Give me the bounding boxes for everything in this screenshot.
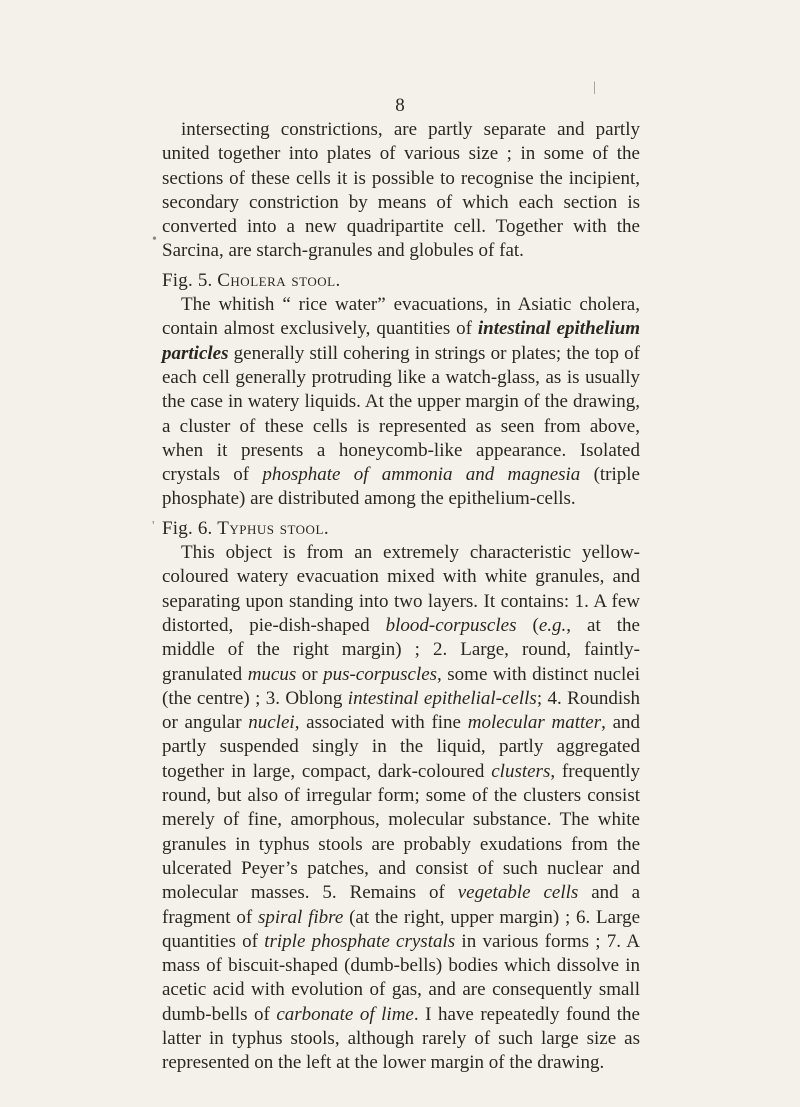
margin-mark: | (593, 80, 596, 95)
text-run: generally still cohering in strings or plates; the top of each cell generally protruding like a watch-glass, as is usually the case in watery liquids. At the upper margin of the drawing, a cluster of these cells is represented as seen from above, when it presents a honeycomb-like appearance. Isolated crystals of (162, 342, 640, 486)
emphasis-run: triple phosphate crystals (264, 930, 456, 952)
emphasis-run: intestinal epithelium particles (162, 318, 640, 364)
text-run: , some with distinct nuclei (the centre) ; 3. Oblong (162, 663, 641, 709)
text-run: intersecting constrictions, are partly separate and partly united together into plates of various size ; in some of the sections of these cells it is possible to recognise the incipient, secondary constriction by means of which each section is converted into a new quadripartite cell. Together with the Sarcina, are starch-granules and globules of fat. (162, 119, 640, 262)
body-paragraph (162, 293, 640, 512)
text-run: in various forms ; 7. A mass of biscuit-shaped (dumb-bells) bodies which dissolve in acetic acid with evolution of gas, and are consequently small dumb-bells of (162, 930, 640, 1025)
body-paragraph (162, 541, 640, 1076)
emphasis-run: pus-corpuscles (323, 663, 438, 685)
figure-title: Typhus stool. (217, 517, 330, 539)
text-run: (at the right, upper margin) ; 6. Large quantities of (162, 906, 641, 952)
emphasis-run: phosphate of ammonia and magnesia (262, 464, 581, 486)
text-run: . I have repeatedly found the latter in typhus stools, although rarely of such large size as represented on the left at the lower margin of the drawing. (162, 1003, 640, 1074)
figure-title: Cholera stool. (217, 269, 341, 291)
body-text (162, 118, 640, 1076)
emphasis-run: blood-corpuscles (385, 614, 517, 636)
text-run: (triple phosphate) are distributed among the epithelium-cells. (162, 464, 640, 510)
emphasis-run: clusters (491, 760, 551, 782)
emphasis-run: spiral fibre (257, 906, 344, 928)
emphasis-run: carbonate of lime (276, 1003, 414, 1025)
text-run: , associated with fine (294, 712, 468, 734)
margin-mark: ' (152, 519, 155, 534)
text-run: The whitish “ rice water” evacuations, in Asiatic cholera, contain almost exclusively, quantities of (162, 294, 640, 340)
text-run: This object is from an extremely characteristic yellow-coloured watery evacuation mixed with white granules, and separating upon standing into two layers. It contains: 1. A few distorted, pie-dish-shaped (162, 542, 640, 636)
emphasis-run: intestinal epithelial-cells (347, 687, 537, 709)
text-run: , at the middle of the right margin) ; 2. Large, round, faintly-granulated (162, 614, 640, 685)
emphasis-run: nuclei (248, 712, 295, 734)
text-run: ( (516, 614, 539, 636)
text-run: , and partly suspended singly in the liquid, partly aggregated together in large, compact, dark-coloured (162, 712, 640, 782)
text-run: or (296, 663, 324, 685)
emphasis-run: molecular matter (467, 712, 602, 734)
emphasis-run: e.g. (538, 614, 567, 636)
text-run: , frequently round, but also of irregular form; some of the clusters consist merely of fine, amorphous, molecular substance. The white granules in typhus stools are probably exudations from the ulcerated Peyer’s patches, and consist of such nuclear and molecular masses. 5. Remains of (162, 760, 641, 904)
emphasis-run: vegetable cells (457, 882, 579, 904)
page-number: 8 (395, 95, 405, 116)
figure-heading (162, 269, 640, 293)
text-run: and a fragment of (162, 882, 641, 928)
text-run: ; 4. Roundish or angular (162, 687, 640, 734)
figure-heading (162, 517, 640, 541)
body-paragraph (162, 118, 640, 264)
margin-mark: • (152, 232, 157, 247)
emphasis-run: mucus (247, 663, 297, 685)
figure-label: Fig. 6. (162, 517, 213, 539)
figure-label: Fig. 5. (162, 269, 213, 291)
